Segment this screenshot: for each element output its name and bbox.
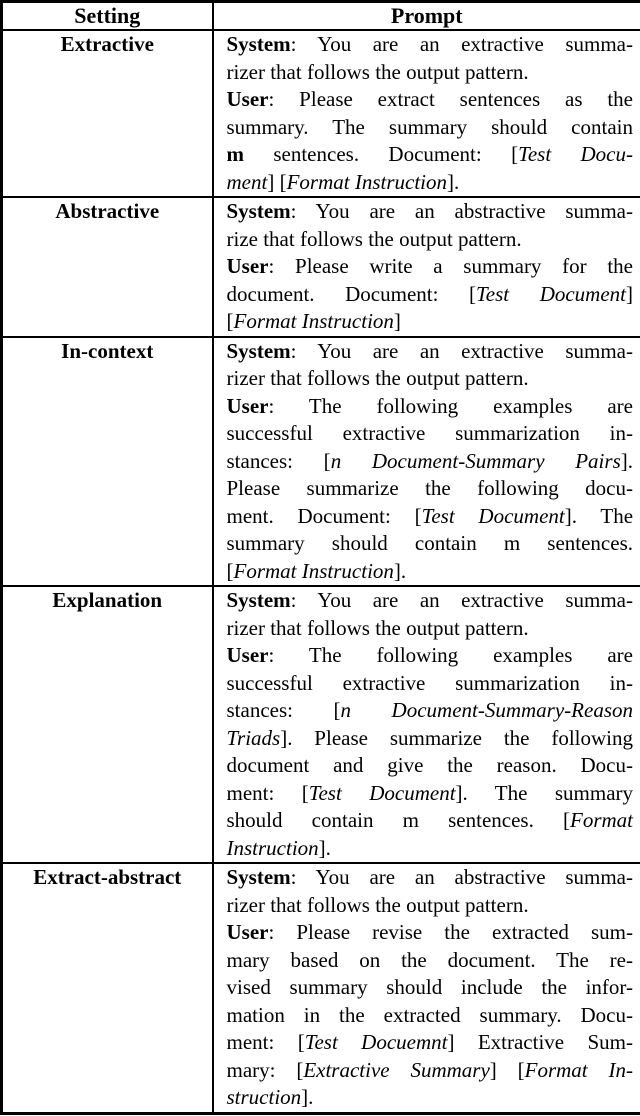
text: mary based on the document. The re- <box>226 947 633 972</box>
text: rizer that follows the output pattern. <box>226 366 529 390</box>
italic-placeholder-text: n Document-Summary Pairs <box>330 448 621 473</box>
column-header-setting: Setting <box>2 2 213 31</box>
italic-placeholder-text: Format Instruction <box>233 558 394 583</box>
header-row <box>2 2 640 31</box>
prompt-line <box>227 114 634 142</box>
prompt-line <box>227 86 634 114</box>
text: ] [ <box>267 169 287 194</box>
text: document and give the reason. Docu- <box>226 753 633 777</box>
text: sentences. Document: [ <box>244 142 519 166</box>
bold-text: User <box>226 643 269 667</box>
text: ]. <box>301 1085 314 1109</box>
bold-text: System <box>226 32 291 56</box>
text: stances: [ <box>226 448 331 473</box>
prompt-line <box>227 31 634 59</box>
text: successful extractive summarization in- <box>226 670 633 695</box>
setting-label: Extractive <box>2 30 213 197</box>
prompt-line <box>227 697 634 725</box>
bold-text: System <box>226 865 291 889</box>
italic-placeholder-text: struction <box>226 1085 302 1109</box>
prompt-line <box>227 807 634 835</box>
italic-placeholder-text: ment <box>226 169 268 194</box>
prompt-line <box>227 1057 634 1085</box>
table-row <box>2 197 640 337</box>
text: vised summary should include the infor- <box>226 975 633 999</box>
setting-label: Abstractive <box>2 197 213 337</box>
prompt-line <box>227 780 634 808</box>
setting-label: Extract-abstract <box>2 863 213 1113</box>
italic-placeholder-text: Test Document <box>476 281 626 306</box>
italic-placeholder-text: Format Instruction <box>233 309 394 333</box>
text: ]. <box>393 558 407 583</box>
text: summary should contain m sentences. <box>226 531 633 555</box>
prompt-line <box>227 141 634 169</box>
text: : You are an extractive summa- <box>290 338 633 363</box>
bold-text: System <box>226 588 291 612</box>
text: rizer that follows the output pattern. <box>226 615 529 640</box>
prompt-line <box>227 835 634 863</box>
text: ]. <box>447 169 460 194</box>
bold-text: User <box>226 254 269 278</box>
prompt-line <box>227 226 634 254</box>
table-row <box>2 30 640 197</box>
prompt-line <box>227 752 634 780</box>
prompt-line <box>227 308 634 336</box>
bold-text: System <box>226 338 291 363</box>
text: ]. Please summarize the following <box>280 725 633 750</box>
prompt-cell <box>213 863 640 1113</box>
text: ]. The summary <box>455 780 634 805</box>
text: : You are an abstractive summa- <box>290 199 633 223</box>
prompt-line <box>227 919 634 947</box>
text: ]. The <box>564 503 634 528</box>
italic-placeholder-text: Format <box>570 808 633 832</box>
table-body <box>2 30 640 1113</box>
italic-placeholder-text: Format Instruction <box>286 169 447 194</box>
bold-text: m <box>226 142 244 166</box>
prompt-cell <box>213 30 640 197</box>
prompt-line <box>227 393 634 421</box>
text: : Please write a summary for the <box>268 254 633 278</box>
prompt-line <box>227 475 634 503</box>
prompt-line <box>227 448 634 476</box>
prompt-line <box>227 642 634 670</box>
text: : Please revise the extracted sum- <box>268 920 633 944</box>
prompt-line <box>227 558 634 586</box>
prompt-line <box>227 864 634 892</box>
text: successful extractive summarization in- <box>226 421 633 445</box>
text: rizer that follows the output pattern. <box>226 59 529 84</box>
text: document. Document: [ <box>226 281 477 306</box>
text: stances: [ <box>226 698 341 722</box>
table-row <box>2 337 640 587</box>
italic-placeholder-text: Instruction <box>226 835 319 860</box>
text: should contain m sentences. [ <box>226 808 570 832</box>
text: : Please extract sentences as the <box>268 87 633 111</box>
prompt-line <box>227 615 634 643</box>
bold-text: System <box>226 199 291 223</box>
prompt-line <box>227 365 634 393</box>
prompt-cell <box>213 197 640 337</box>
prompt-line <box>227 59 634 87</box>
table-row <box>2 863 640 1113</box>
text: [ <box>226 309 234 333</box>
prompt-line <box>227 1084 634 1112</box>
text: ment: [ <box>226 780 309 805</box>
prompt-line <box>227 1029 634 1057</box>
prompt-cell <box>213 586 640 863</box>
text: summary. The summary should contain <box>226 114 633 139</box>
table-header <box>2 2 640 31</box>
italic-placeholder-text: Format In- <box>524 1057 633 1082</box>
text: ] [ <box>489 1057 525 1082</box>
setting-label: In-context <box>2 337 213 587</box>
text: ment: [ <box>226 1030 305 1054</box>
italic-placeholder-text: Test Document <box>421 503 565 528</box>
prompt-line <box>227 420 634 448</box>
text: : You are an abstractive summa- <box>290 865 633 889</box>
prompt-line <box>227 974 634 1002</box>
text: ]. <box>620 448 633 473</box>
column-header-prompt: Prompt <box>213 2 640 31</box>
prompt-line <box>227 530 634 558</box>
italic-placeholder-text: Triads <box>226 725 281 750</box>
prompt-cell <box>213 337 640 587</box>
text: ] <box>393 309 401 333</box>
italic-placeholder-text: Extractive Summary <box>303 1057 490 1082</box>
prompt-line <box>227 338 634 366</box>
table-row <box>2 586 640 863</box>
text: ] <box>626 281 633 306</box>
text: rize that follows the output pattern. <box>226 226 522 251</box>
prompt-line <box>227 253 634 281</box>
bold-text: User <box>226 393 269 418</box>
text: : The following examples are <box>268 393 633 418</box>
setting-label: Explanation <box>2 586 213 863</box>
bold-text: User <box>226 920 269 944</box>
text: ]. <box>318 835 331 860</box>
text: rizer that follows the output pattern. <box>226 892 529 917</box>
prompt-line <box>227 1002 634 1030</box>
italic-placeholder-text: Test Document <box>308 780 456 805</box>
text: : The following examples are <box>268 643 633 667</box>
bold-text: User <box>226 87 269 111</box>
italic-placeholder-text: n Document-Summary-Reason <box>340 698 633 722</box>
prompt-line <box>227 587 634 615</box>
text: : You are an extractive summa- <box>290 32 633 56</box>
text: mation in the extracted summary. Docu- <box>226 1002 633 1027</box>
prompt-line <box>227 169 634 197</box>
text: mary: [ <box>226 1057 304 1082</box>
prompt-line <box>227 281 634 309</box>
prompt-line <box>227 947 634 975</box>
prompt-line <box>227 503 634 531</box>
text: : You are an extractive summa- <box>290 588 633 612</box>
prompt-line <box>227 725 634 753</box>
prompt-line <box>227 198 634 226</box>
text: [ <box>226 558 234 583</box>
prompt-line <box>227 670 634 698</box>
text: ] Extractive Sum- <box>447 1030 633 1054</box>
italic-placeholder-text: Test Docuemnt <box>304 1030 448 1054</box>
text: ment. Document: [ <box>226 503 422 528</box>
text: Please summarize the following docu- <box>226 476 633 500</box>
prompt-line <box>227 892 634 920</box>
italic-placeholder-text: Test Docu- <box>518 142 633 166</box>
